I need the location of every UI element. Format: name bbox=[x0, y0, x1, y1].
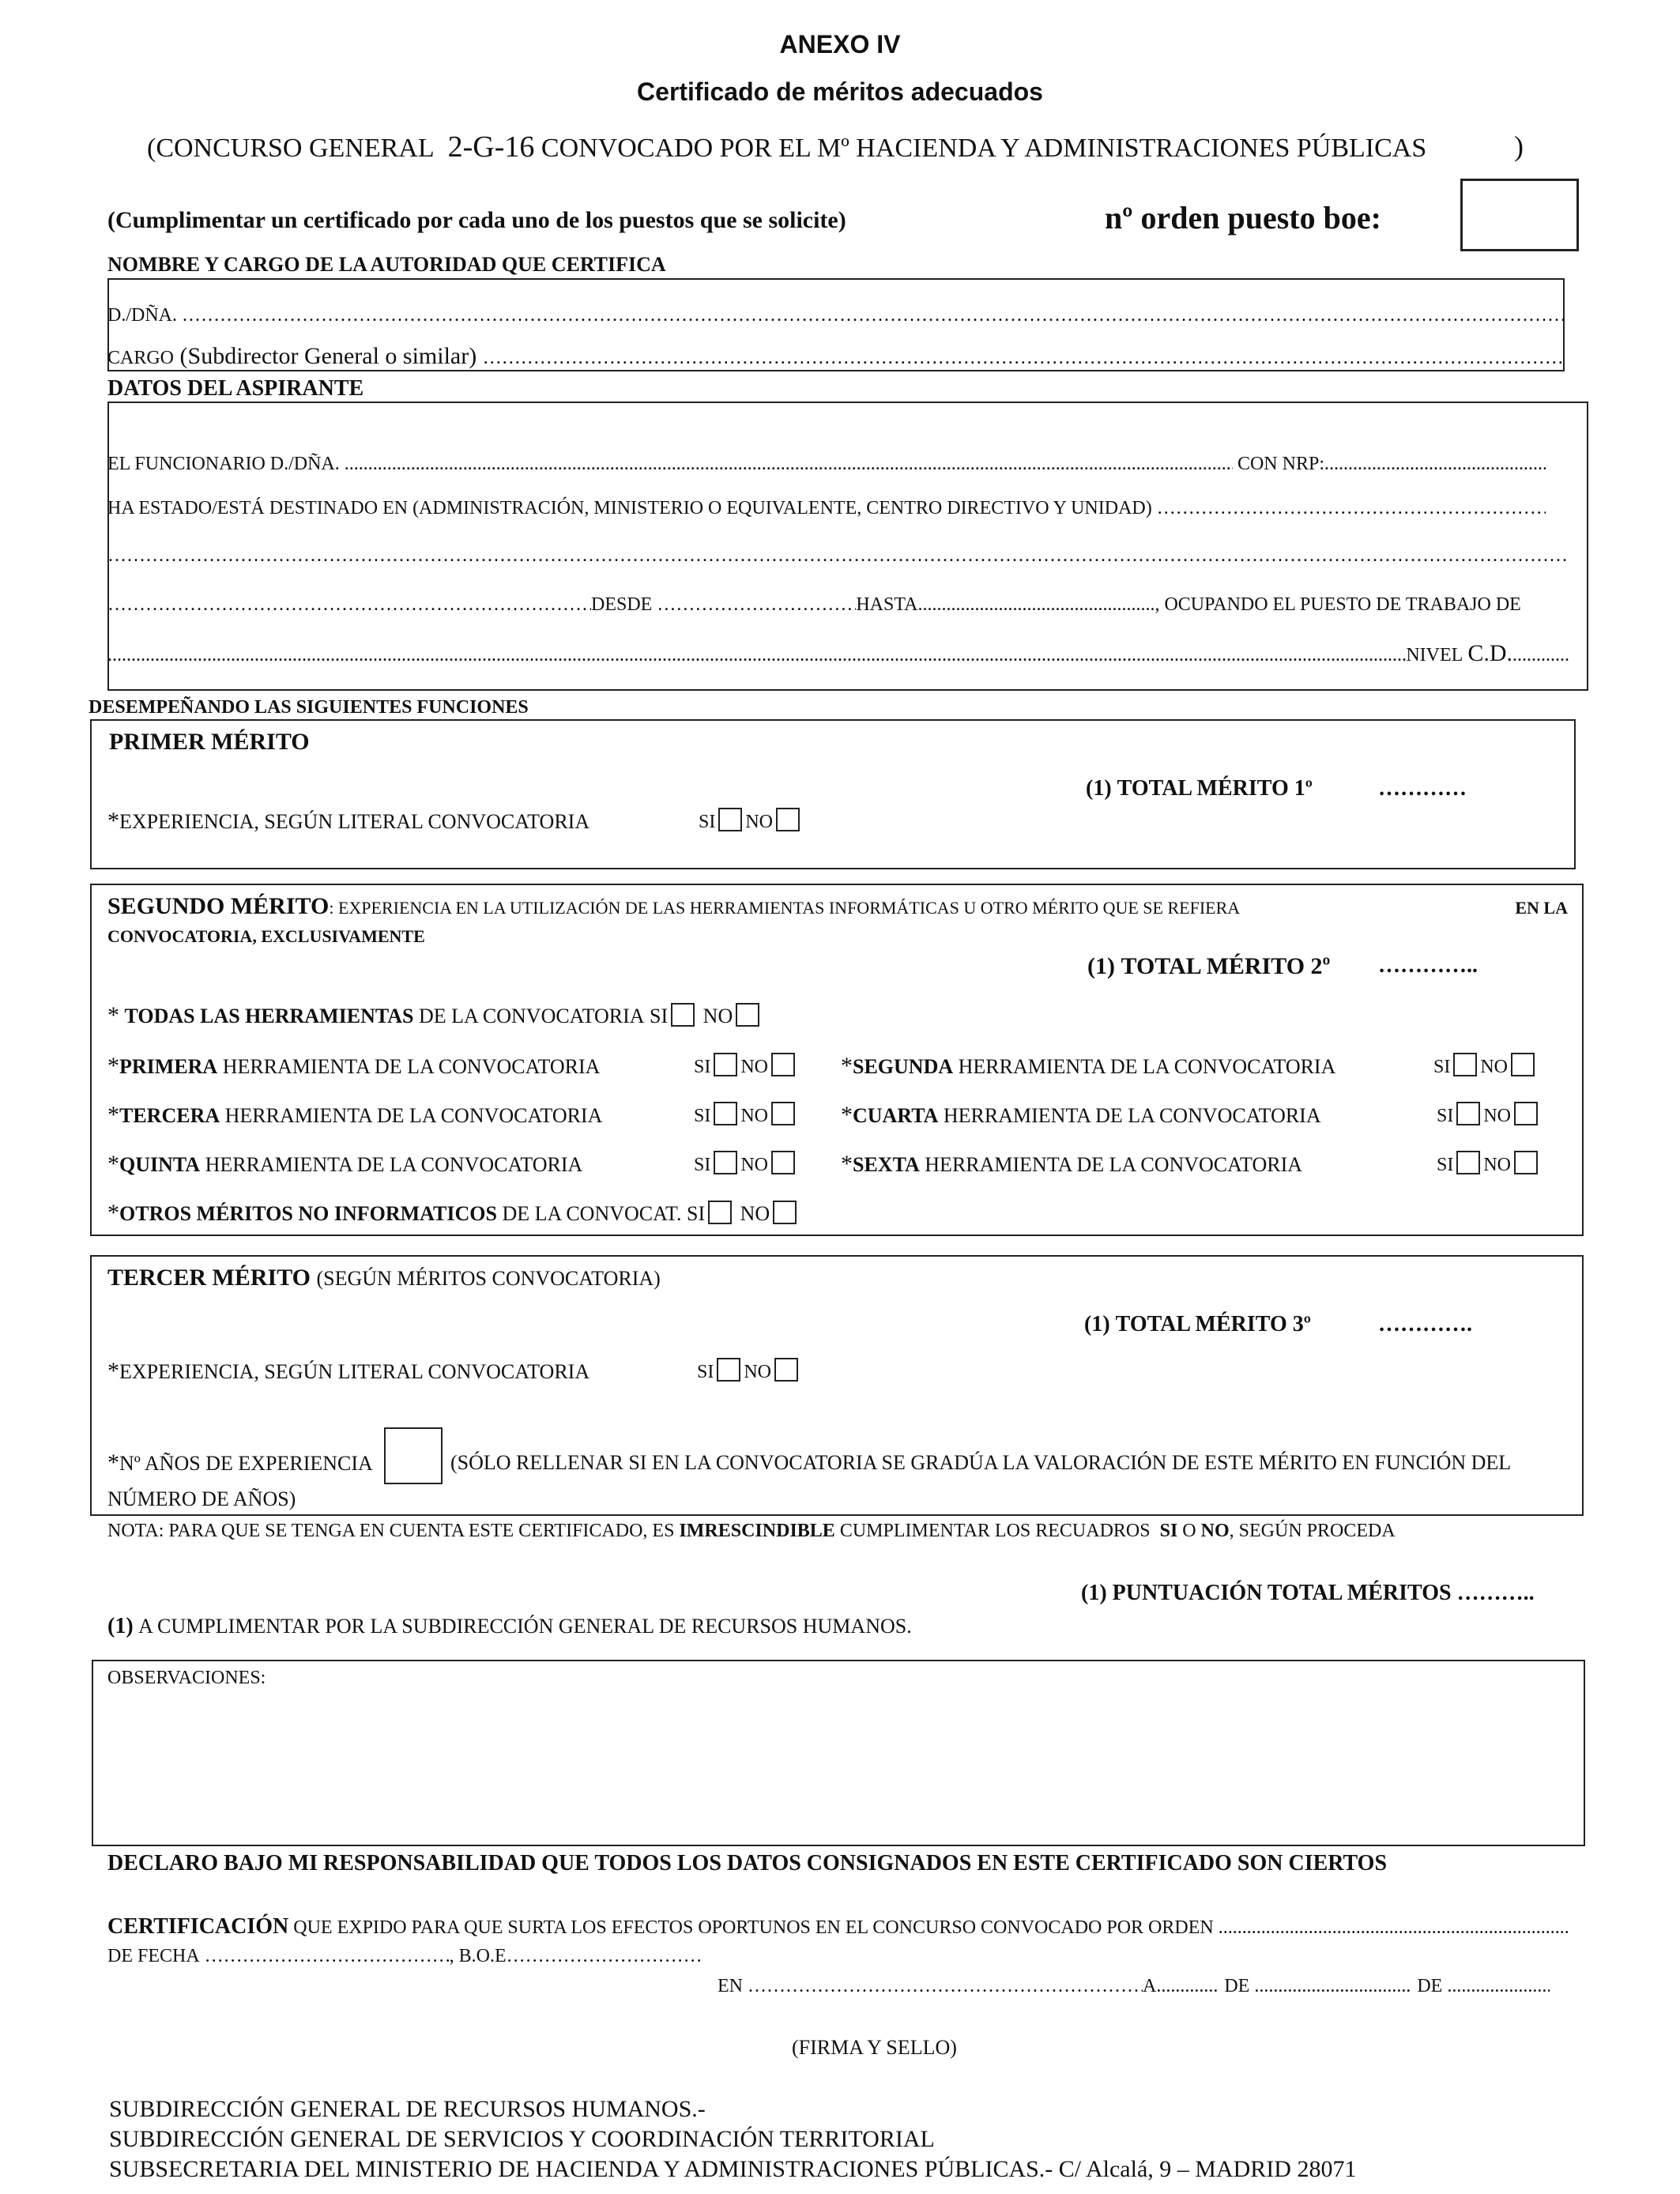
tercer-sino bbox=[697, 1358, 801, 1383]
anios-note-2: NÚMERO DE AÑOS) bbox=[107, 1487, 296, 1510]
cuarta-label-bold: CUARTA bbox=[853, 1104, 939, 1127]
segunda-si-checkbox[interactable] bbox=[1453, 1053, 1477, 1076]
funcionario-row[interactable] bbox=[107, 454, 1546, 475]
quinta-si-checkbox[interactable] bbox=[714, 1151, 737, 1174]
tercer-title-rest: (SEGÚN MÉRITOS CONVOCATORIA) bbox=[316, 1267, 661, 1290]
cuarta-no-checkbox[interactable] bbox=[1514, 1102, 1538, 1125]
asterisk: * bbox=[841, 1151, 853, 1177]
cumplimentar-row bbox=[107, 1614, 912, 1639]
segundo-total-label: TOTAL MÉRITO 2º bbox=[1121, 953, 1331, 979]
quinta-label: HERRAMIENTA DE LA CONVOCATORIA bbox=[205, 1153, 583, 1176]
otros-si-checkbox[interactable] bbox=[708, 1201, 732, 1224]
tercer-experiencia-label: EXPERIENCIA, SEGÚN LITERAL CONVOCATORIA bbox=[119, 1360, 590, 1383]
primera-label: HERRAMIENTA DE LA CONVOCATORIA bbox=[222, 1055, 601, 1078]
primer-total-num: (1) bbox=[1086, 776, 1112, 801]
cargo-hint: (Subdirector General o similar) bbox=[179, 343, 477, 369]
anios-label: Nº AÑOS DE EXPERIENCIA bbox=[119, 1452, 373, 1475]
anios-field[interactable] bbox=[384, 1427, 443, 1484]
cd-field[interactable]: ............ bbox=[1512, 645, 1569, 665]
tercera-label: HERRAMIENTA DE LA CONVOCATORIA bbox=[224, 1104, 603, 1127]
concurso-line bbox=[147, 130, 1426, 164]
puntuacion-field[interactable]: ……….. bbox=[1456, 1581, 1535, 1605]
primer-experiencia-row bbox=[107, 808, 590, 835]
asterisk: * bbox=[107, 1449, 119, 1476]
cargo-field[interactable] bbox=[483, 348, 1565, 369]
primera-row bbox=[107, 1053, 600, 1080]
si-label: SI bbox=[650, 1005, 669, 1027]
otros-label: DE LA CONVOCAT. bbox=[502, 1202, 682, 1225]
no-label: NO bbox=[1483, 1106, 1512, 1126]
todas-no-checkbox[interactable] bbox=[736, 1003, 759, 1027]
si-label: SI bbox=[694, 1106, 711, 1126]
cumplimentar-label: A CUMPLIMENTAR POR LA SUBDIRECCIÓN GENERAL DE RECURSOS HUMANOS. bbox=[138, 1615, 912, 1638]
cumplimentar-num: (1) bbox=[107, 1614, 134, 1638]
funciones-heading: DESEMPEÑANDO LAS SIGUIENTES FUNCIONES bbox=[89, 697, 529, 718]
dia-field[interactable] bbox=[1156, 1976, 1219, 1997]
segunda-label-bold: SEGUNDA bbox=[853, 1055, 954, 1078]
tercera-sino bbox=[694, 1102, 798, 1127]
segunda-row bbox=[841, 1053, 1335, 1080]
segundo-desc-line1 bbox=[107, 893, 1568, 920]
quinta-label-bold: QUINTA bbox=[119, 1153, 201, 1176]
no-label: NO bbox=[745, 812, 774, 832]
destino-field[interactable] bbox=[1157, 498, 1546, 519]
si-label: SI bbox=[1437, 1155, 1454, 1175]
segundo-total-num: (1) bbox=[1087, 953, 1115, 979]
todas-si-checkbox[interactable] bbox=[671, 1003, 695, 1027]
nrp-field[interactable] bbox=[1324, 454, 1546, 475]
tercer-merito-title: TERCER MÉRITO bbox=[107, 1265, 311, 1291]
asterisk: * bbox=[841, 1102, 853, 1128]
segundo-total bbox=[1087, 953, 1330, 980]
tercer-total-label: TOTAL MÉRITO 3º bbox=[1115, 1312, 1311, 1336]
cd-label: C.D. bbox=[1467, 640, 1512, 666]
no-label: NO bbox=[740, 1155, 769, 1175]
periodo-row[interactable] bbox=[107, 594, 1554, 616]
aspirante-heading: DATOS DEL ASPIRANTE bbox=[107, 376, 364, 401]
no-label: NO bbox=[703, 1005, 733, 1027]
nota-bold: IMRESCINDIBLE bbox=[679, 1521, 835, 1541]
autoridad-heading: NOMBRE Y CARGO DE LA AUTORIDAD QUE CERTIFICA bbox=[107, 253, 666, 276]
todas-row bbox=[107, 1002, 763, 1029]
asterisk: * bbox=[107, 1200, 119, 1226]
no-label: NO bbox=[740, 1106, 769, 1126]
en-label: EN bbox=[718, 1976, 743, 1996]
en-field[interactable] bbox=[748, 1976, 1143, 1997]
firma-sello: (FIRMA Y SELLO) bbox=[792, 2036, 957, 2059]
hasta-field[interactable] bbox=[917, 594, 1155, 616]
funcionario-field[interactable] bbox=[345, 454, 1233, 475]
tercera-label-bold: TERCERA bbox=[119, 1104, 220, 1127]
si-label: SI bbox=[697, 1362, 714, 1382]
orden-puesto-label: nº orden puesto boe: bbox=[1105, 200, 1381, 236]
nota-mid: CUMPLIMENTAR LOS RECUADROS bbox=[839, 1521, 1151, 1541]
nota-suffix: , SEGÚN PROCEDA bbox=[1229, 1521, 1396, 1541]
puntuacion-num: (1) bbox=[1081, 1581, 1107, 1605]
tercer-merito-box bbox=[90, 1255, 1584, 1516]
no-label: NO bbox=[1483, 1155, 1512, 1175]
annex-title: ANEXO IV bbox=[779, 30, 901, 58]
primera-label-bold: PRIMERA bbox=[119, 1055, 218, 1078]
page-title: Certificado de méritos adecuados bbox=[637, 77, 1043, 106]
segundo-desc-line2: CONVOCATORIA, EXCLUSIVAMENTE bbox=[107, 926, 425, 946]
nrp-label: CON NRP: bbox=[1237, 454, 1324, 474]
dna-label: D./DÑA. bbox=[107, 305, 177, 326]
nota-no: NO bbox=[1200, 1521, 1230, 1541]
segundo-total-field[interactable]: ………….. bbox=[1378, 953, 1478, 978]
funcionario-label: EL FUNCIONARIO D./DÑA. bbox=[107, 454, 340, 474]
mes-field[interactable] bbox=[1254, 1976, 1412, 1997]
puntuacion-total bbox=[1081, 1581, 1535, 1606]
tercera-si-checkbox[interactable] bbox=[714, 1102, 737, 1125]
orden-field[interactable] bbox=[1219, 1917, 1569, 1939]
otros-label-bold: OTROS MÉRITOS NO INFORMATICOS bbox=[119, 1202, 497, 1225]
no-checkbox[interactable] bbox=[776, 808, 800, 831]
primer-merito-box bbox=[90, 719, 1576, 869]
boe-label: , B.O.E bbox=[449, 1946, 507, 1966]
no-label: NO bbox=[740, 1057, 769, 1077]
de-label: DE bbox=[1224, 1976, 1250, 1996]
sexta-no-checkbox[interactable] bbox=[1514, 1151, 1538, 1174]
si-label: SI bbox=[699, 812, 716, 832]
nota-si: SI bbox=[1159, 1521, 1178, 1541]
sexta-label: HERRAMIENTA DE LA CONVOCATORIA bbox=[925, 1153, 1303, 1176]
si-label: SI bbox=[1437, 1106, 1454, 1126]
orden-puesto-field[interactable] bbox=[1460, 179, 1579, 251]
footer-line-3: SUBSECRETARIA DEL MINISTERIO DE HACIENDA Y ADMINISTRACIONES PÚBLICAS.- C/ Alcalá, 9 – MADRID 28071 bbox=[109, 2156, 1357, 2182]
desde-label: DESDE bbox=[591, 594, 653, 615]
tercer-total-field[interactable]: …………. bbox=[1378, 1312, 1472, 1336]
autoridad-dna-row[interactable] bbox=[107, 305, 1565, 326]
instruction-text: (Cumplimentar un certificado por cada uno de los puestos que se solicite) bbox=[107, 207, 846, 233]
segundo-desc: : EXPERIENCIA EN LA UTILIZACIÓN DE LAS HERRAMIENTAS INFORMÁTICAS U OTRO MÉRITO QUE SE REFIERA bbox=[329, 898, 1241, 918]
anios-row bbox=[107, 1449, 373, 1476]
no-label: NO bbox=[744, 1362, 772, 1382]
quinta-row bbox=[107, 1151, 582, 1178]
nota-o: O bbox=[1182, 1521, 1196, 1541]
sexta-sino bbox=[1437, 1151, 1541, 1176]
otros-row bbox=[107, 1200, 800, 1227]
puesto-row[interactable] bbox=[107, 640, 1569, 667]
puntuacion-label: PUNTUACIÓN TOTAL MÉRITOS bbox=[1112, 1581, 1452, 1605]
certificacion-bold: CERTIFICACIÓN bbox=[107, 1914, 289, 1939]
sexta-si-checkbox[interactable] bbox=[1456, 1151, 1480, 1174]
fecha-row[interactable] bbox=[107, 1946, 819, 1967]
asterisk: * bbox=[107, 1151, 119, 1177]
nivel-label: NIVEL bbox=[1406, 645, 1463, 665]
primer-total-field[interactable]: ………… bbox=[1378, 776, 1467, 801]
desde-field[interactable] bbox=[657, 594, 856, 616]
asterisk: * bbox=[107, 1358, 119, 1384]
segundo-desc-bold: EN LA bbox=[1515, 898, 1568, 918]
asterisk: * bbox=[107, 808, 119, 834]
asterisk: * bbox=[841, 1053, 853, 1079]
no-label: NO bbox=[1480, 1057, 1509, 1077]
asterisk: * bbox=[107, 1053, 119, 1079]
tercer-si-checkbox[interactable] bbox=[717, 1358, 740, 1382]
hasta-label: HASTA bbox=[856, 594, 918, 615]
nota-prefix: NOTA: PARA QUE SE TENGA EN CUENTA ESTE CERTIFICADO, ES bbox=[107, 1521, 675, 1541]
autoridad-cargo-row[interactable] bbox=[107, 343, 1565, 370]
tercer-experiencia-row bbox=[107, 1358, 590, 1385]
si-label: SI bbox=[694, 1057, 711, 1077]
footer-line-2: SUBDIRECCIÓN GENERAL DE SERVICIOS Y COORDINACIÓN TERRITORIAL bbox=[109, 2126, 935, 2152]
concurso-rest: CONVOCADO POR EL Mº HACIENDA Y ADMINISTRACIONES PÚBLICAS bbox=[541, 134, 1427, 163]
primera-si-checkbox[interactable] bbox=[714, 1053, 737, 1076]
si-checkbox[interactable] bbox=[718, 808, 742, 831]
otros-no-checkbox[interactable] bbox=[773, 1201, 797, 1224]
segunda-label: HERRAMIENTA DE LA CONVOCATORIA bbox=[958, 1055, 1336, 1078]
si-label: SI bbox=[686, 1202, 706, 1225]
cargo-label: CARGO bbox=[107, 348, 175, 368]
destino-row[interactable] bbox=[107, 498, 1546, 519]
primer-merito-title: PRIMER MÉRITO bbox=[109, 729, 310, 755]
cuarta-sino bbox=[1437, 1102, 1541, 1127]
de2-label: DE bbox=[1417, 1976, 1443, 1996]
concurso-close: ) bbox=[1514, 130, 1524, 162]
lugar-fecha-row[interactable] bbox=[718, 1976, 1547, 1997]
dna-field[interactable] bbox=[182, 305, 1565, 326]
quinta-no-checkbox[interactable] bbox=[771, 1151, 795, 1174]
anio-field[interactable] bbox=[1447, 1976, 1550, 1997]
declaro-text: DECLARO BAJO MI RESPONSABILIDAD QUE TODOS LOS DATOS CONSIGNADOS EN ESTE CERTIFICADO SON CIERTOS bbox=[107, 1851, 1388, 1875]
periodo-field[interactable] bbox=[107, 594, 591, 616]
observaciones-box[interactable] bbox=[92, 1660, 1585, 1846]
concurso-code: 2-G-16 bbox=[447, 130, 535, 164]
a-label: A bbox=[1143, 1976, 1157, 1996]
footer-line-1: SUBDIRECCIÓN GENERAL DE RECURSOS HUMANOS.- bbox=[109, 2096, 706, 2122]
cuarta-label: HERRAMIENTA DE LA CONVOCATORIA bbox=[943, 1104, 1321, 1127]
concurso-open: (CONCURSO GENERAL bbox=[147, 134, 435, 163]
nota-text bbox=[107, 1521, 1396, 1542]
puesto-field[interactable] bbox=[107, 645, 1406, 666]
primer-total bbox=[1086, 776, 1313, 801]
quinta-sino bbox=[694, 1151, 798, 1176]
si-label: SI bbox=[1433, 1057, 1451, 1077]
segundo-title: SEGUNDO MÉRITO bbox=[107, 893, 330, 919]
sexta-label-bold: SEXTA bbox=[853, 1153, 920, 1176]
todas-label: DE LA CONVOCATORIA bbox=[419, 1005, 645, 1027]
segunda-no-checkbox[interactable] bbox=[1511, 1053, 1535, 1076]
observaciones-label: OBSERVACIONES: bbox=[107, 1668, 266, 1688]
tercer-total bbox=[1084, 1312, 1311, 1337]
no-label: NO bbox=[740, 1202, 770, 1225]
cuarta-si-checkbox[interactable] bbox=[1456, 1102, 1480, 1125]
sexta-row bbox=[841, 1151, 1302, 1178]
primer-total-label: TOTAL MÉRITO 1º bbox=[1117, 776, 1313, 801]
certificacion-row[interactable] bbox=[107, 1914, 1569, 1940]
tercer-total-num: (1) bbox=[1084, 1312, 1110, 1336]
asterisk: * bbox=[107, 1102, 119, 1128]
anios-note: (SÓLO RELLENAR SI EN LA CONVOCATORIA SE GRADÚA LA VALORACIÓN DE ESTE MÉRITO EN FUNCIÓN DEL bbox=[450, 1451, 1512, 1474]
boe-field[interactable] bbox=[507, 1946, 704, 1967]
fecha-label: DE FECHA bbox=[107, 1946, 200, 1966]
todas-label-bold: TODAS LAS HERRAMIENTAS bbox=[124, 1005, 414, 1027]
si-label: SI bbox=[694, 1155, 711, 1175]
segunda-sino bbox=[1433, 1053, 1538, 1078]
tercer-no-checkbox[interactable] bbox=[774, 1358, 798, 1382]
tercera-no-checkbox[interactable] bbox=[771, 1102, 795, 1125]
tercer-title-row bbox=[107, 1265, 661, 1291]
primera-sino bbox=[694, 1053, 798, 1078]
primera-no-checkbox[interactable] bbox=[771, 1053, 795, 1076]
destino-field-2[interactable] bbox=[107, 545, 1569, 567]
ocupando-label: , OCUPANDO EL PUESTO DE TRABAJO DE bbox=[1155, 594, 1521, 615]
fecha-field[interactable] bbox=[205, 1946, 450, 1967]
destino-label: HA ESTADO/ESTÁ DESTINADO EN (ADMINISTRACIÓN, MINISTERIO O EQUIVALENTE, CENTRO DIRECTIVO Y UNIDAD) bbox=[107, 498, 1152, 518]
asterisk: * bbox=[107, 1002, 119, 1028]
certificacion-label: QUE EXPIDO PARA QUE SURTA LOS EFECTOS OPORTUNOS EN EL CONCURSO CONVOCADO POR ORDEN bbox=[293, 1917, 1214, 1938]
tercera-row bbox=[107, 1102, 602, 1129]
destino-cont-row[interactable] bbox=[107, 545, 1569, 567]
cuarta-row bbox=[841, 1102, 1321, 1129]
primer-experiencia-label: EXPERIENCIA, SEGÚN LITERAL CONVOCATORIA bbox=[119, 810, 590, 833]
primer-sino bbox=[699, 808, 803, 833]
